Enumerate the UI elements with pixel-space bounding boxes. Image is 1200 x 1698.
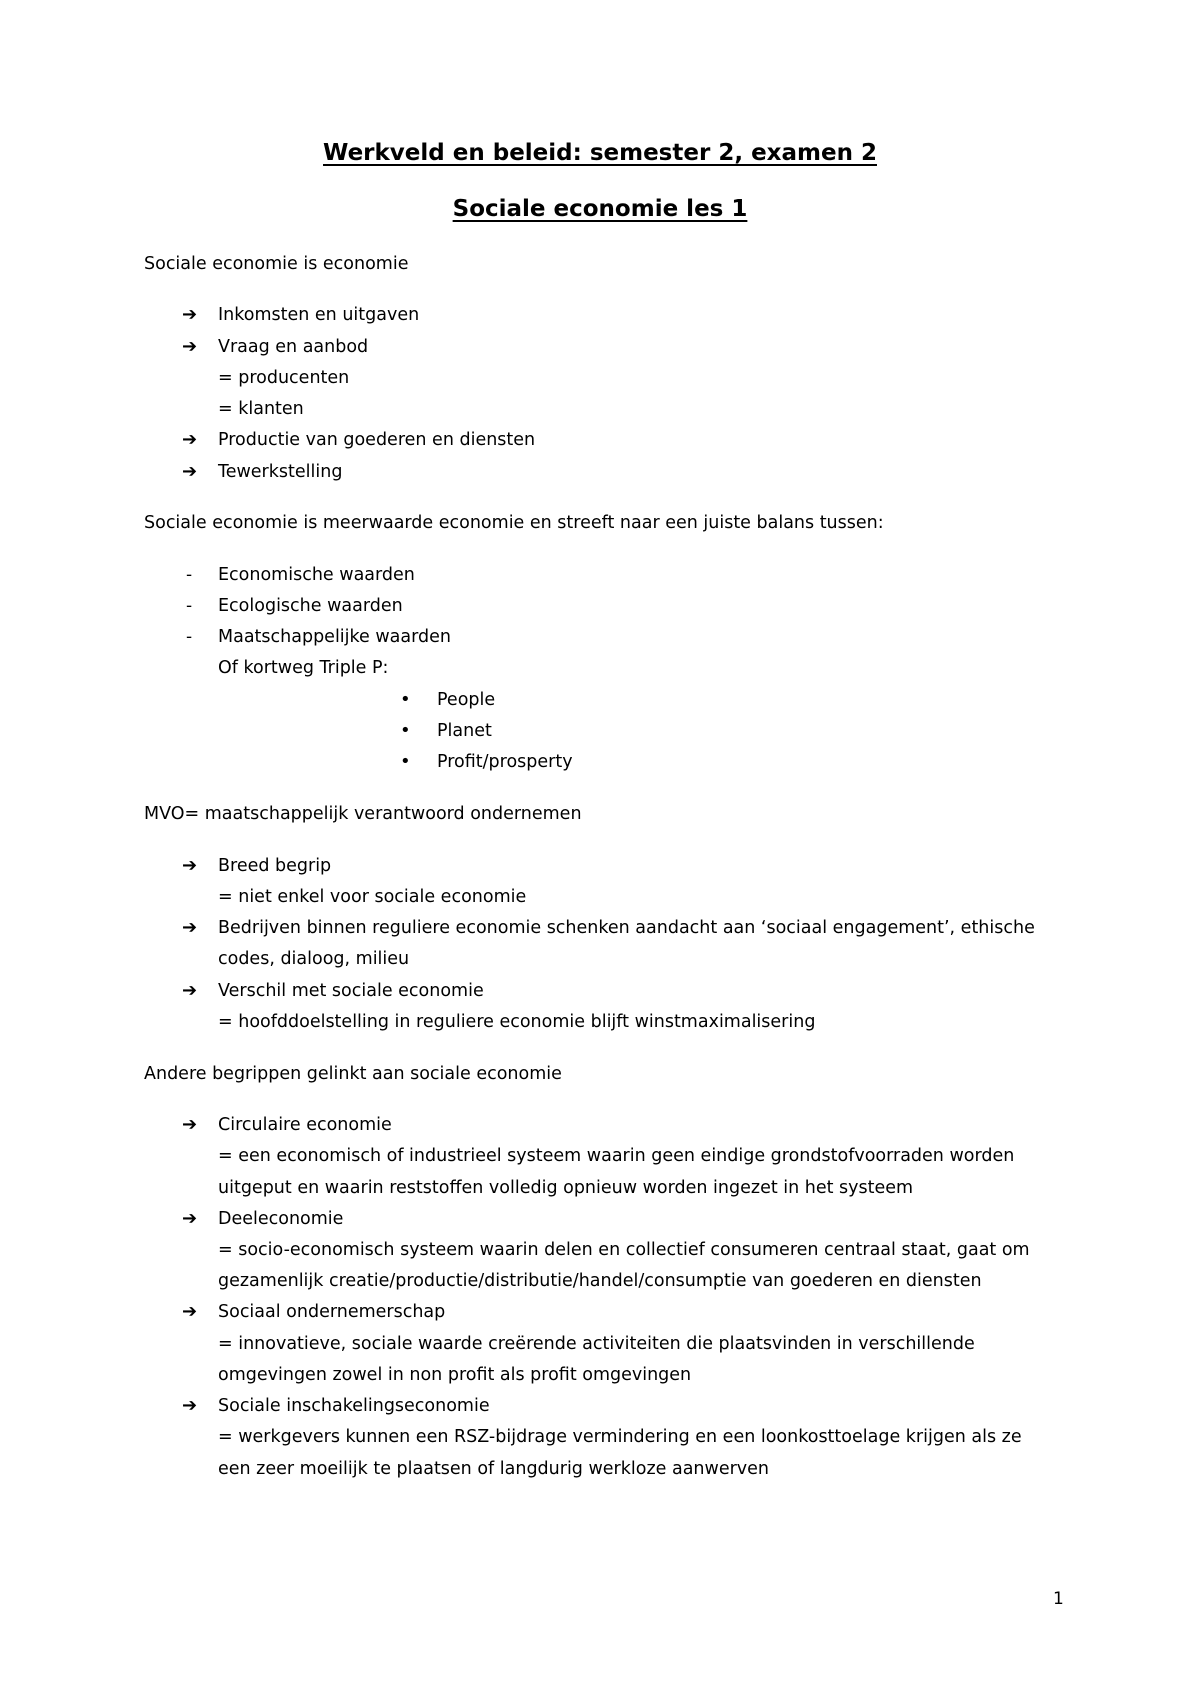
list-item: Inkomsten en uitgaven (218, 305, 420, 325)
arrow-right-icon: ➔ (182, 336, 198, 357)
arrow-right-icon: ➔ (182, 1208, 198, 1229)
list-item: Ecologische waarden (218, 596, 403, 616)
list-item: Sociale inschakelingseconomie (218, 1396, 490, 1416)
list-item: = producenten (218, 368, 350, 388)
list-item: Verschil met sociale economie (218, 981, 484, 1001)
list-item: = innovatieve, sociale waarde creërende activiteiten die plaatsvinden in verschillende (218, 1334, 975, 1354)
page-number: 1 (1053, 1589, 1064, 1609)
section-heading: Sociale economie is economie (144, 254, 409, 274)
bullet-dot-icon: • (400, 720, 411, 741)
arrow-right-icon: ➔ (182, 917, 198, 938)
arrow-right-icon: ➔ (182, 429, 198, 450)
list-item: Profit/prosperty (437, 752, 573, 772)
list-item: Planet (437, 721, 492, 741)
dash-bullet: - (186, 596, 193, 616)
bullet-dot-icon: • (400, 689, 411, 710)
list-item: codes, dialoog, milieu (218, 949, 410, 969)
arrow-right-icon: ➔ (182, 304, 198, 325)
list-item: Bedrijven binnen reguliere economie schenken aandacht aan ‘sociaal engagement’, ethische (218, 918, 1035, 938)
list-item: Sociaal ondernemerschap (218, 1302, 446, 1322)
page-subtitle: Sociale economie les 1 (452, 196, 748, 222)
list-item: Tewerkstelling (218, 462, 343, 482)
list-item: = socio-economisch systeem waarin delen en collectief consumeren centraal staat, gaat om (218, 1240, 1030, 1260)
dash-bullet: - (186, 565, 193, 585)
list-item: = werkgevers kunnen een RSZ-bijdrage vermindering en een loonkosttoelage krijgen als ze (218, 1427, 1022, 1447)
list-item: Maatschappelijke waarden (218, 627, 451, 647)
list-item: Economische waarden (218, 565, 415, 585)
list-item: Vraag en aanbod (218, 337, 369, 357)
page-title: Werkveld en beleid: semester 2, examen 2 (323, 140, 877, 166)
list-item: een zeer moeilijk te plaatsen of langdurig werkloze aanwerven (218, 1459, 770, 1479)
list-item: Breed begrip (218, 856, 332, 876)
arrow-right-icon: ➔ (182, 461, 198, 482)
list-item: = hoofddoelstelling in reguliere economie blijft winstmaximalisering (218, 1012, 816, 1032)
arrow-right-icon: ➔ (182, 1395, 198, 1416)
arrow-right-icon: ➔ (182, 855, 198, 876)
list-item: Circulaire economie (218, 1115, 392, 1135)
section-heading: Andere begrippen gelinkt aan sociale economie (144, 1064, 562, 1084)
list-item: = niet enkel voor sociale economie (218, 887, 527, 907)
list-item: gezamenlijk creatie/productie/distributie/handel/consumptie van goederen en diensten (218, 1271, 982, 1291)
arrow-right-icon: ➔ (182, 1301, 198, 1322)
list-item: Productie van goederen en diensten (218, 430, 536, 450)
section-heading: Sociale economie is meerwaarde economie en streeft naar een juiste balans tussen: (144, 513, 884, 533)
arrow-right-icon: ➔ (182, 1114, 198, 1135)
list-item: = een economisch of industrieel systeem waarin geen eindige grondstofvoorraden worden (218, 1146, 1015, 1166)
dash-bullet: - (186, 627, 193, 647)
list-item: = klanten (218, 399, 304, 419)
list-item: Of kortweg Triple P: (218, 658, 389, 678)
list-item: uitgeput en waarin reststoffen volledig opnieuw worden ingezet in het systeem (218, 1178, 914, 1198)
list-item: People (437, 690, 496, 710)
section-heading: MVO= maatschappelijk verantwoord ondernemen (144, 804, 582, 824)
arrow-right-icon: ➔ (182, 980, 198, 1001)
list-item: Deeleconomie (218, 1209, 344, 1229)
list-item: omgevingen zowel in non profit als profit omgevingen (218, 1365, 692, 1385)
bullet-dot-icon: • (400, 751, 411, 772)
